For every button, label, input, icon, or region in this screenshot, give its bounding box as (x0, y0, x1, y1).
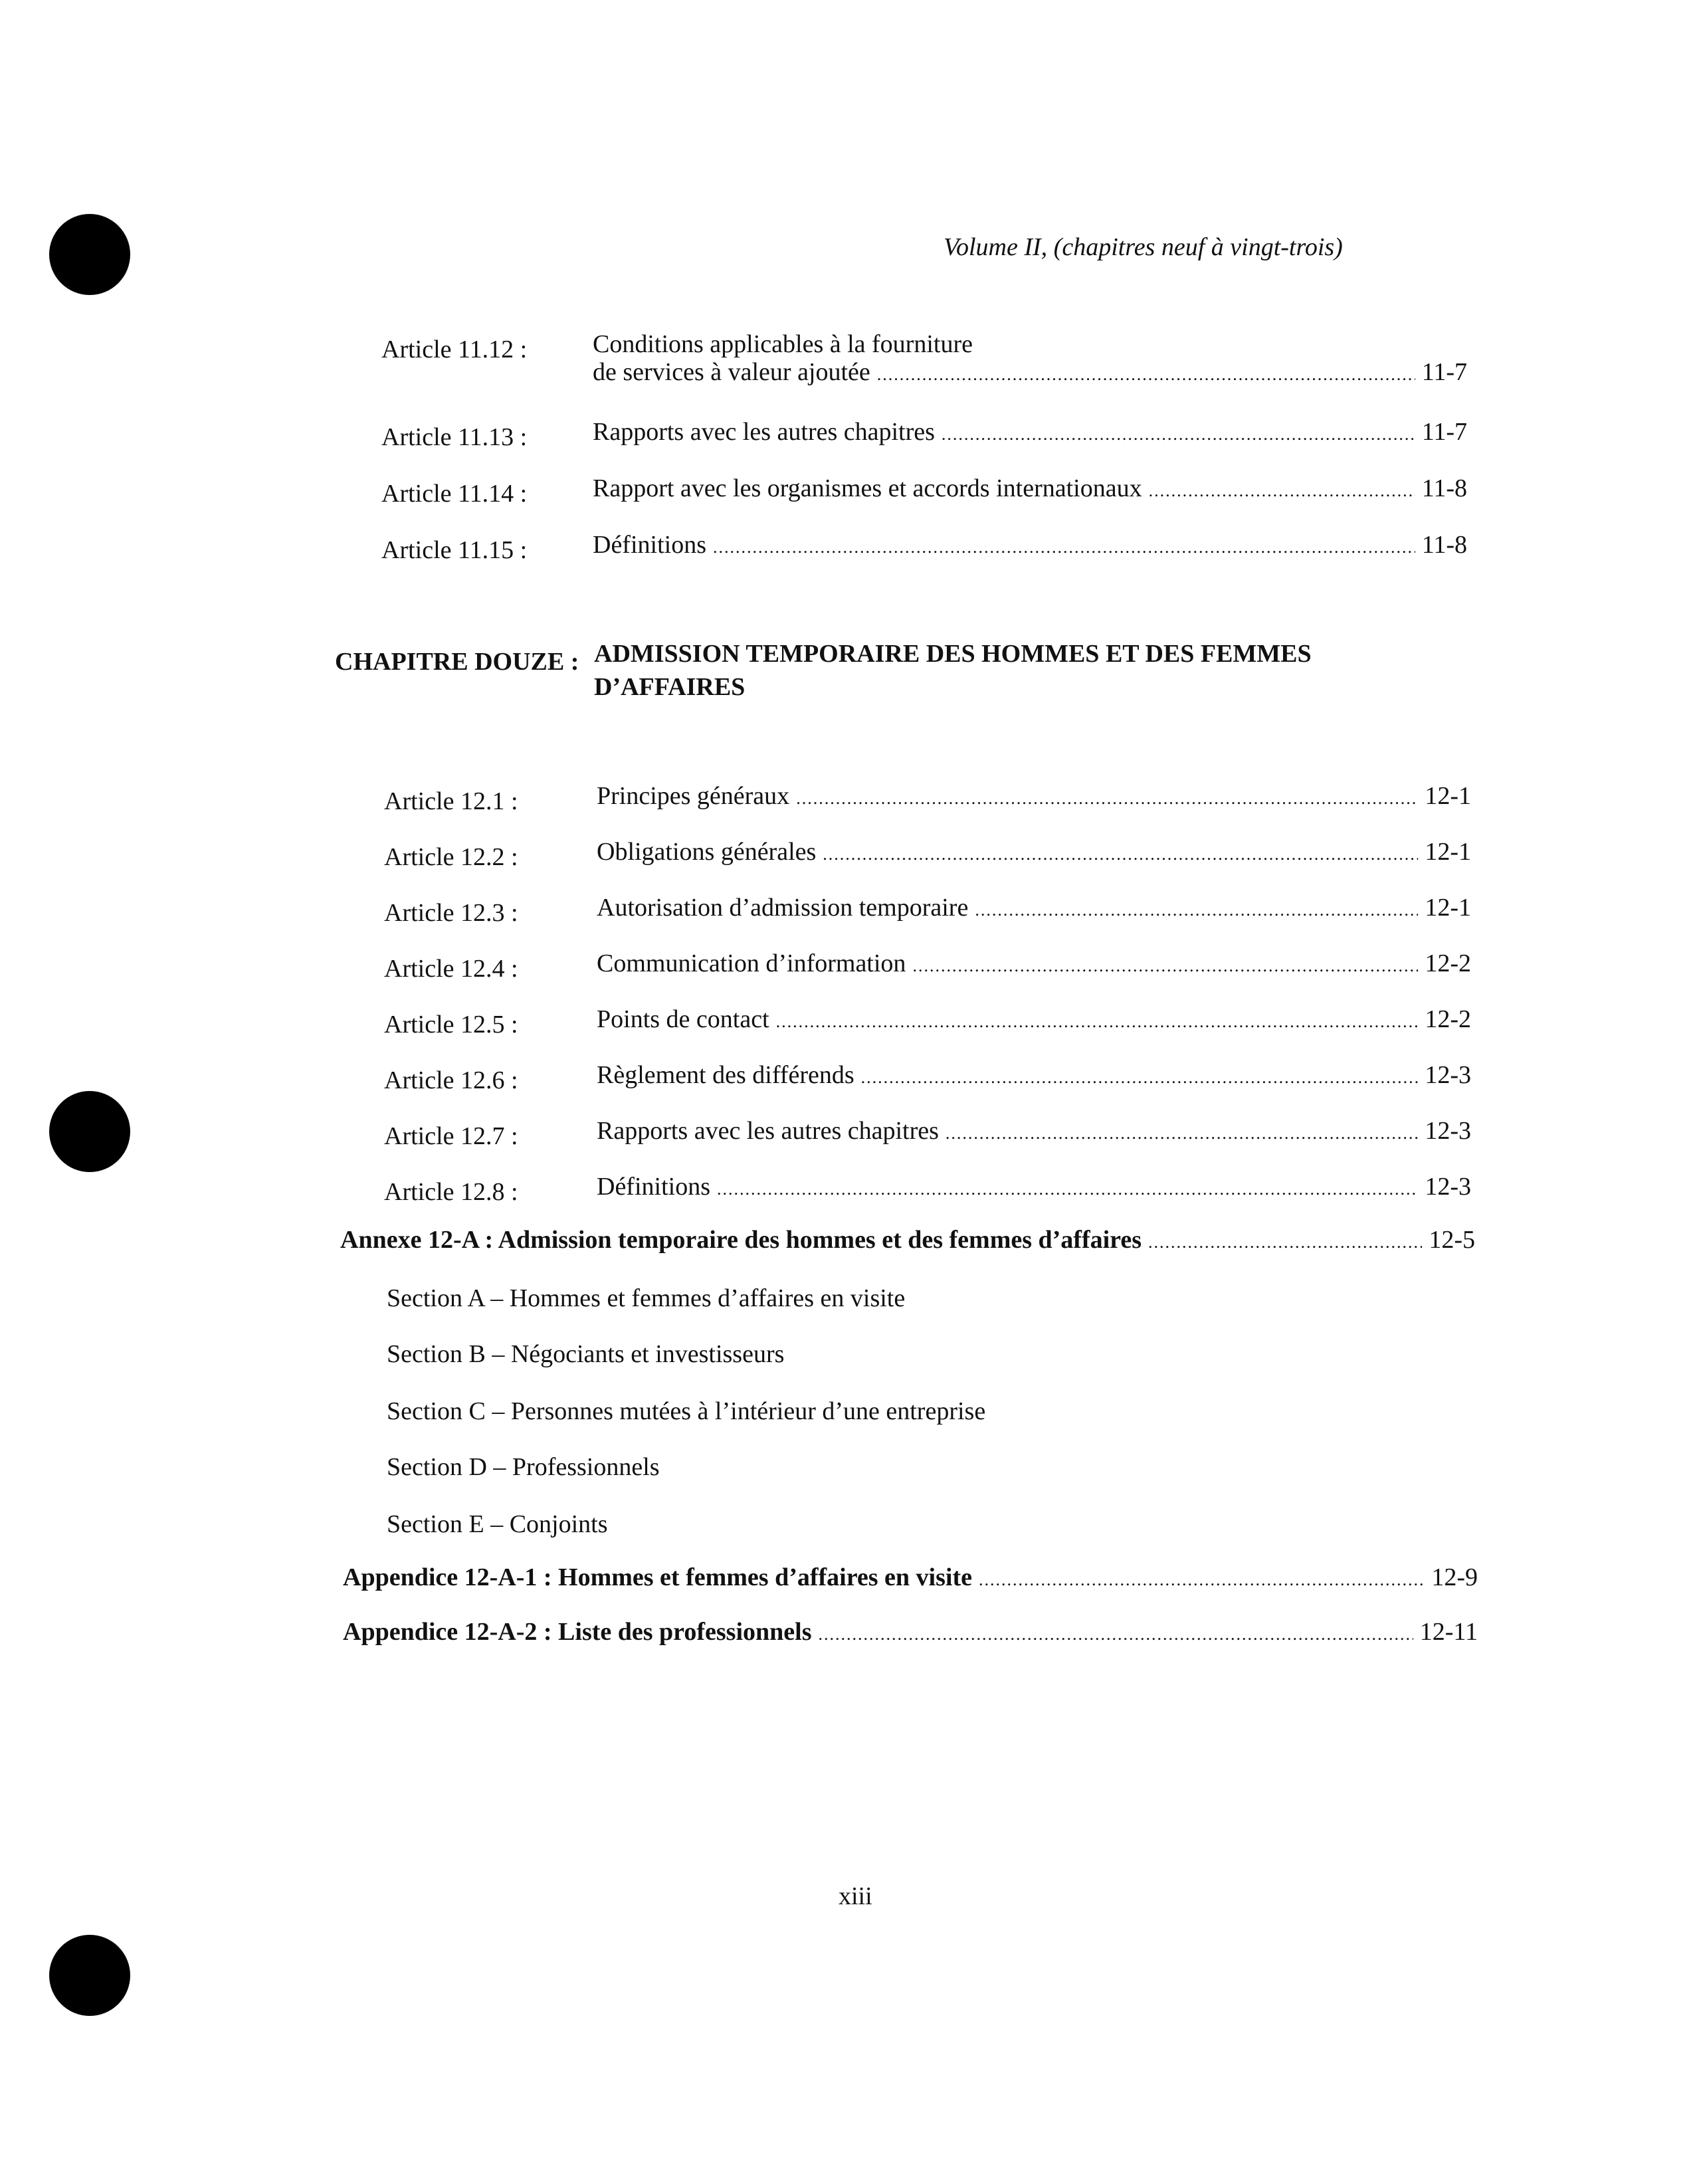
chapter-title-line2: D’AFFAIRES (594, 673, 746, 701)
leader-dots (823, 844, 1418, 864)
toc-entry-12-4[interactable] (597, 949, 1471, 978)
toc-page: 12-2 (1425, 949, 1471, 977)
toc-label-12-7: Article 12.7 : (384, 1122, 518, 1150)
toc-label-12-5: Article 12.5 : (384, 1011, 518, 1039)
toc-entry-11-15[interactable] (593, 530, 1467, 559)
toc-entry-12-3[interactable] (597, 893, 1471, 922)
appendix-title: Appendice 12-A-1 : Hommes et femmes d’affaires en visite (343, 1563, 972, 1591)
toc-label-12-4: Article 12.4 : (384, 955, 518, 983)
binder-hole-top (49, 214, 130, 295)
toc-title: Points de contact (597, 1005, 769, 1033)
toc-label-12-1: Article 12.1 : (384, 787, 518, 815)
toc-title: de services à valeur ajoutée (593, 358, 870, 386)
toc-page: 12-3 (1425, 1117, 1471, 1145)
toc-entry-appendice-12-a-2[interactable] (343, 1617, 1478, 1646)
toc-page: 11-7 (1421, 358, 1467, 386)
toc-entry-12-1[interactable] (597, 781, 1471, 811)
toc-label-11-13: Article 11.13 : (381, 423, 528, 451)
toc-page: 11-8 (1421, 531, 1467, 559)
toc-title: Rapports avec les autres chapitres (593, 418, 935, 446)
toc-section-b[interactable]: Section B – Négociants et investisseurs (387, 1340, 785, 1368)
toc-label-12-8: Article 12.8 : (384, 1178, 518, 1206)
leader-dots (819, 1625, 1413, 1644)
chapter-title-line1: ADMISSION TEMPORAIRE DES HOMMES ET DES FEMMES (594, 640, 1312, 668)
toc-title: Principes généraux (597, 782, 790, 810)
toc-title: Définitions (597, 1173, 710, 1201)
toc-entry-11-14[interactable] (593, 474, 1467, 503)
toc-page: 12-1 (1425, 838, 1471, 866)
toc-page: 12-3 (1425, 1061, 1471, 1089)
toc-entry-11-13[interactable] (593, 417, 1467, 447)
leader-dots (975, 900, 1418, 920)
toc-title-11-12-line1: Conditions applicables à la fourniture (593, 330, 973, 358)
leader-dots (912, 956, 1418, 976)
toc-label-12-3: Article 12.3 : (384, 899, 518, 927)
binder-hole-bottom (49, 1935, 130, 2016)
toc-title: Définitions (593, 531, 706, 559)
toc-section-e[interactable]: Section E – Conjoints (387, 1510, 608, 1538)
toc-page: 12-2 (1425, 1005, 1471, 1033)
leader-dots (979, 1570, 1425, 1590)
toc-entry-12-8[interactable] (597, 1172, 1471, 1201)
toc-title: Communication d’information (597, 949, 906, 977)
toc-page: 12-5 (1429, 1226, 1475, 1254)
toc-section-a[interactable]: Section A – Hommes et femmes d’affaires en visite (387, 1284, 906, 1312)
toc-page: 11-8 (1421, 474, 1467, 502)
page-number: xiii (839, 1882, 872, 1910)
leader-dots (861, 1068, 1419, 1088)
toc-entry-12-7[interactable] (597, 1116, 1471, 1145)
toc-title: Rapport avec les organismes et accords internationaux (593, 474, 1142, 502)
toc-title: Règlement des différends (597, 1061, 854, 1089)
toc-entry-11-12[interactable] (593, 357, 1467, 387)
toc-entry-12-6[interactable] (597, 1060, 1471, 1090)
toc-label-12-2: Article 12.2 : (384, 843, 518, 871)
toc-page: 11-7 (1421, 418, 1467, 446)
leader-dots (942, 425, 1415, 445)
toc-entry-12-5[interactable] (597, 1005, 1471, 1034)
toc-label-12-6: Article 12.6 : (384, 1066, 518, 1094)
toc-label-11-15: Article 11.15 : (381, 536, 528, 564)
toc-entry-annex-12-a[interactable] (340, 1225, 1475, 1254)
toc-entry-12-2[interactable] (597, 837, 1471, 866)
toc-page: 12-1 (1425, 782, 1471, 810)
chapter-label: CHAPITRE DOUZE : (335, 648, 579, 676)
annex-title: Annexe 12-A : Admission temporaire des hommes et des femmes d’affaires (340, 1226, 1142, 1254)
toc-page: 12-1 (1425, 894, 1471, 922)
leader-dots (946, 1124, 1418, 1143)
leader-dots (776, 1012, 1419, 1032)
leader-dots (796, 789, 1418, 809)
leader-dots (713, 538, 1415, 557)
toc-title: Autorisation d’admission temporaire (597, 894, 969, 922)
toc-title: Obligations générales (597, 838, 817, 866)
running-header: Volume II, (chapitres neuf à vingt-trois) (944, 233, 1343, 261)
toc-page: 12-11 (1419, 1618, 1478, 1646)
binder-hole-middle (49, 1091, 130, 1172)
leader-dots (1148, 1233, 1422, 1252)
appendix-title: Appendice 12-A-2 : Liste des professionnels (343, 1618, 812, 1646)
toc-entry-appendice-12-a-1[interactable] (343, 1563, 1478, 1592)
toc-page: 12-3 (1425, 1173, 1471, 1201)
leader-dots (877, 365, 1415, 385)
toc-label-11-14: Article 11.14 : (381, 480, 528, 508)
toc-page: 12-9 (1431, 1563, 1478, 1591)
toc-section-d[interactable]: Section D – Professionnels (387, 1453, 660, 1481)
leader-dots (717, 1179, 1418, 1199)
toc-title: Rapports avec les autres chapitres (597, 1117, 939, 1145)
leader-dots (1149, 481, 1415, 501)
toc-section-c[interactable]: Section C – Personnes mutées à l’intérieur d’une entreprise (387, 1397, 986, 1425)
toc-label-11-12: Article 11.12 : (381, 336, 528, 363)
